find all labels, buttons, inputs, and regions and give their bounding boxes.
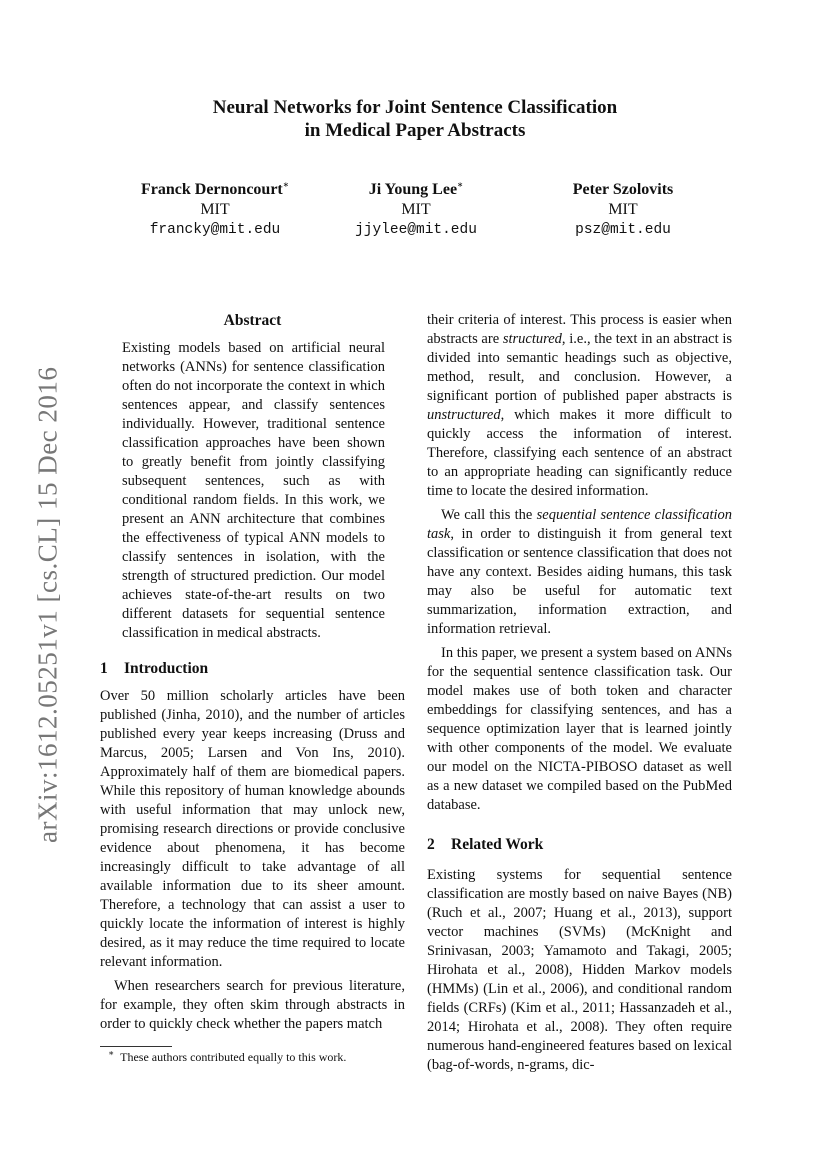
left-column — [100, 311, 405, 1034]
intro-paragraph-3: We call this the sequential sentence classification task, in order to distinguish it from general text classification or sentence classification that does not have any context. Besides aiding humans, this task may also be useful for automatic text summarization, information extraction, and information retrieval. — [427, 507, 732, 637]
paper-title — [100, 96, 730, 142]
abstract-text: Existing models based on artificial neural networks (ANNs) for sentence classification often do not incorporate the context in which sentences appear, and classify sentences individually. However, traditional sentence classification approaches have been shown to greatly benefit from jointly classifying subsequent sentences, such as with conditional random fields. In this work, we present an ANN architecture that combines the effectiveness of typical ANN models to classify sentences in isolation, with the strength of structured prediction. Our model achieves state-of-the-art results on two different datasets for sequential sentence classification in medical abstracts. — [122, 340, 385, 641]
author-1 — [105, 180, 325, 240]
intro-paragraph-1: Over 50 million scholarly articles have been published (Jinha, 2010), and the number of articles published every year keeps increasing (Druss and Marcus, 2005; Larsen and Von Ins, 2010). Approximately half of them are biomedical papers. While this repository of human knowledge abounds with useful information that may unlock new, promising research directions or provide conclusive evidence about phenomena, it has become increasingly difficult to take advantage of all available information due to its sheer amount. Therefore, a technology that can assist a user to quickly locate the information of interest is highly desired, as it may reduce the time required to locate relevant information. — [100, 688, 405, 970]
author-email[interactable]: francky@mit.edu — [149, 222, 281, 238]
footnote-mark: ∗ — [108, 1048, 115, 1058]
author-affiliation: MIT — [608, 201, 638, 218]
abstract-heading: Abstract — [223, 312, 282, 329]
intro-paragraph-2-continued: their criteria of interest. This process is easier when abstracts are structured, i.e., the text in an abstract is divided into semantic headings such as objective, method, result, and conclusion. However, a significant portion of published paper abstracts is unstructured, which makes it more difficult to quickly access the information of interest. Therefore, classifying each sentence of an abstract to an appropriate heading can significantly reduce time to locate the desired information. — [427, 312, 732, 499]
title-line-1: Neural Networks for Joint Sentence Classification — [212, 97, 618, 118]
arxiv-identifier: arXiv:1612.05251v1 [cs.CL] 15 Dec 2016 — [32, 366, 63, 844]
intro-paragraph-4: In this paper, we present a system based on ANNs for the sequential sentence classification task. Our model makes use of both token and character embeddings for classifying sentences, and has a sequence optimization layer that is learned jointly with other components of the model. We evaluate our model on the NICTA-PIBOSO dataset as well as a new dataset we compiled based on the PubMed database. — [427, 645, 732, 813]
section-heading-introduction: 1 Introduction — [100, 660, 209, 677]
author-name: Peter Szolovits — [572, 181, 674, 198]
footnote — [108, 1050, 346, 1064]
author-name: Franck Dernoncourt∗ — [141, 179, 289, 198]
footnote-rule — [100, 1046, 172, 1047]
footnote-mark: ∗ — [282, 179, 289, 190]
author-name: Ji Young Lee∗ — [368, 179, 464, 198]
author-affiliation: MIT — [401, 201, 431, 218]
title-line-2: in Medical Paper Abstracts — [304, 120, 526, 141]
intro-paragraph-2: When researchers search for previous literature, for example, they often skim through abstracts in order to quickly check whether the papers match — [100, 978, 405, 1032]
author-3 — [513, 180, 733, 240]
author-email[interactable]: jjylee@mit.edu — [355, 222, 477, 238]
section-heading-related-work: 2 Related Work — [427, 836, 544, 853]
footnote-mark: ∗ — [457, 179, 464, 190]
author-email[interactable]: psz@mit.edu — [575, 222, 671, 238]
related-paragraph-1: Existing systems for sequential sentence classification are mostly based on naive Bayes (NB) (Ruch et al., 2007; Huang et al., 2013), support vector machines (SVMs) (McKnight and Srinivasan, 2003; Yamamoto and Takagi, 2005; Hirohata et al., 2008), Hidden Markov models (HMMs) (Lin et al., 2006), and conditional random fields (CRFs) (Kim et al., 2011; Hassanzadeh et al., 2014; Hirohata et al., 2008). They often require numerous hand-engineered features based on lexical (bag-of-words, n-grams, dic- — [427, 867, 732, 1073]
right-column — [427, 311, 732, 1075]
author-affiliation: MIT — [200, 201, 230, 218]
footnote-text: These authors contributed equally to this work. — [120, 1050, 347, 1064]
author-2 — [306, 180, 526, 240]
